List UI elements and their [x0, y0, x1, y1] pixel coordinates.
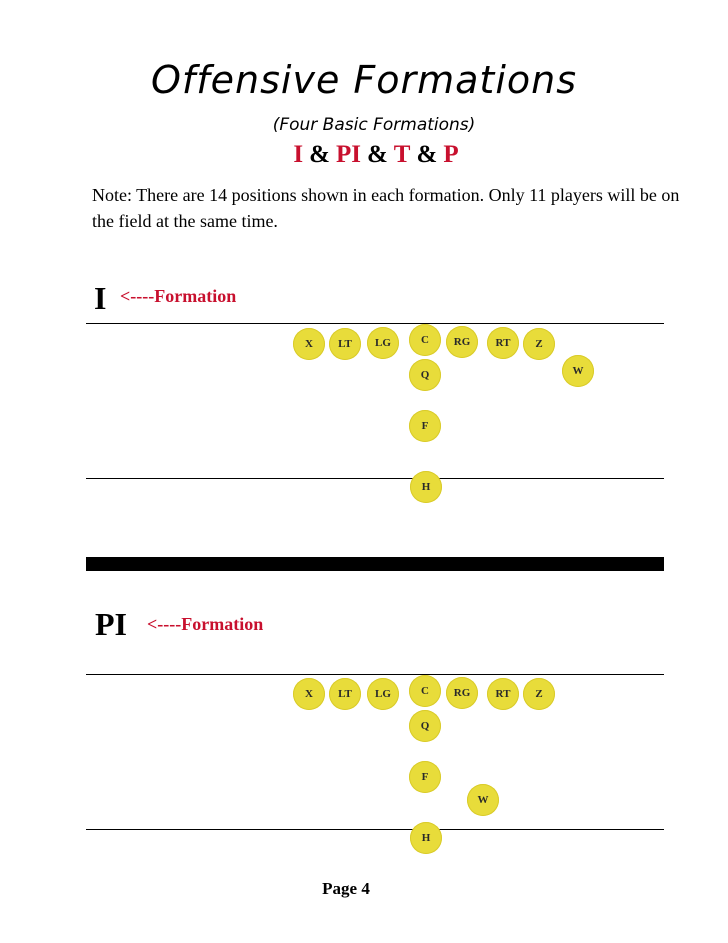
page-title: Offensive Formations: [150, 58, 578, 102]
ampersand: &: [366, 141, 388, 168]
player-lt: LT: [329, 328, 361, 360]
formation-pi-label: PI: [335, 141, 361, 168]
player-x: X: [293, 678, 325, 710]
formation-p-label: P: [443, 141, 459, 168]
section-i-arrow: <----Formation: [120, 286, 237, 306]
formation-i-label: I: [293, 141, 304, 168]
player-rt: RT: [487, 678, 519, 710]
player-h: H: [410, 471, 442, 503]
player-rg: RG: [446, 677, 478, 709]
player-f: F: [409, 410, 441, 442]
player-w: W: [562, 355, 594, 387]
player-c: C: [409, 324, 441, 356]
field-line-bottom: [86, 829, 664, 830]
player-c: C: [409, 675, 441, 707]
player-z: Z: [523, 678, 555, 710]
section-divider: [86, 557, 664, 571]
note-text: Note: There are 14 positions shown in each formation. Only 11 players will be on the field at the same time.: [92, 185, 680, 231]
field-line-bottom: [86, 478, 664, 479]
field-line-top: [86, 323, 664, 324]
player-lt: LT: [329, 678, 361, 710]
player-rt: RT: [487, 327, 519, 359]
field-line-top: [86, 674, 664, 675]
player-rg: RG: [446, 326, 478, 358]
section-i-title: I: [94, 280, 107, 316]
ampersand: &: [416, 141, 438, 168]
player-lg: LG: [367, 327, 399, 359]
player-lg: LG: [367, 678, 399, 710]
player-z: Z: [523, 328, 555, 360]
section-pi-arrow: <----Formation: [147, 614, 264, 634]
player-q: Q: [409, 710, 441, 742]
player-f: F: [409, 761, 441, 793]
formations-list: [0, 141, 728, 169]
formation-t-label: T: [393, 141, 411, 168]
player-q: Q: [409, 359, 441, 391]
section-pi-title: PI: [95, 606, 127, 642]
page-subtitle: (Four Basic Formations): [272, 115, 476, 135]
page-number: Page 4: [322, 879, 370, 898]
player-h: H: [410, 822, 442, 854]
ampersand: &: [309, 141, 330, 168]
player-x: X: [293, 328, 325, 360]
player-w: W: [467, 784, 499, 816]
